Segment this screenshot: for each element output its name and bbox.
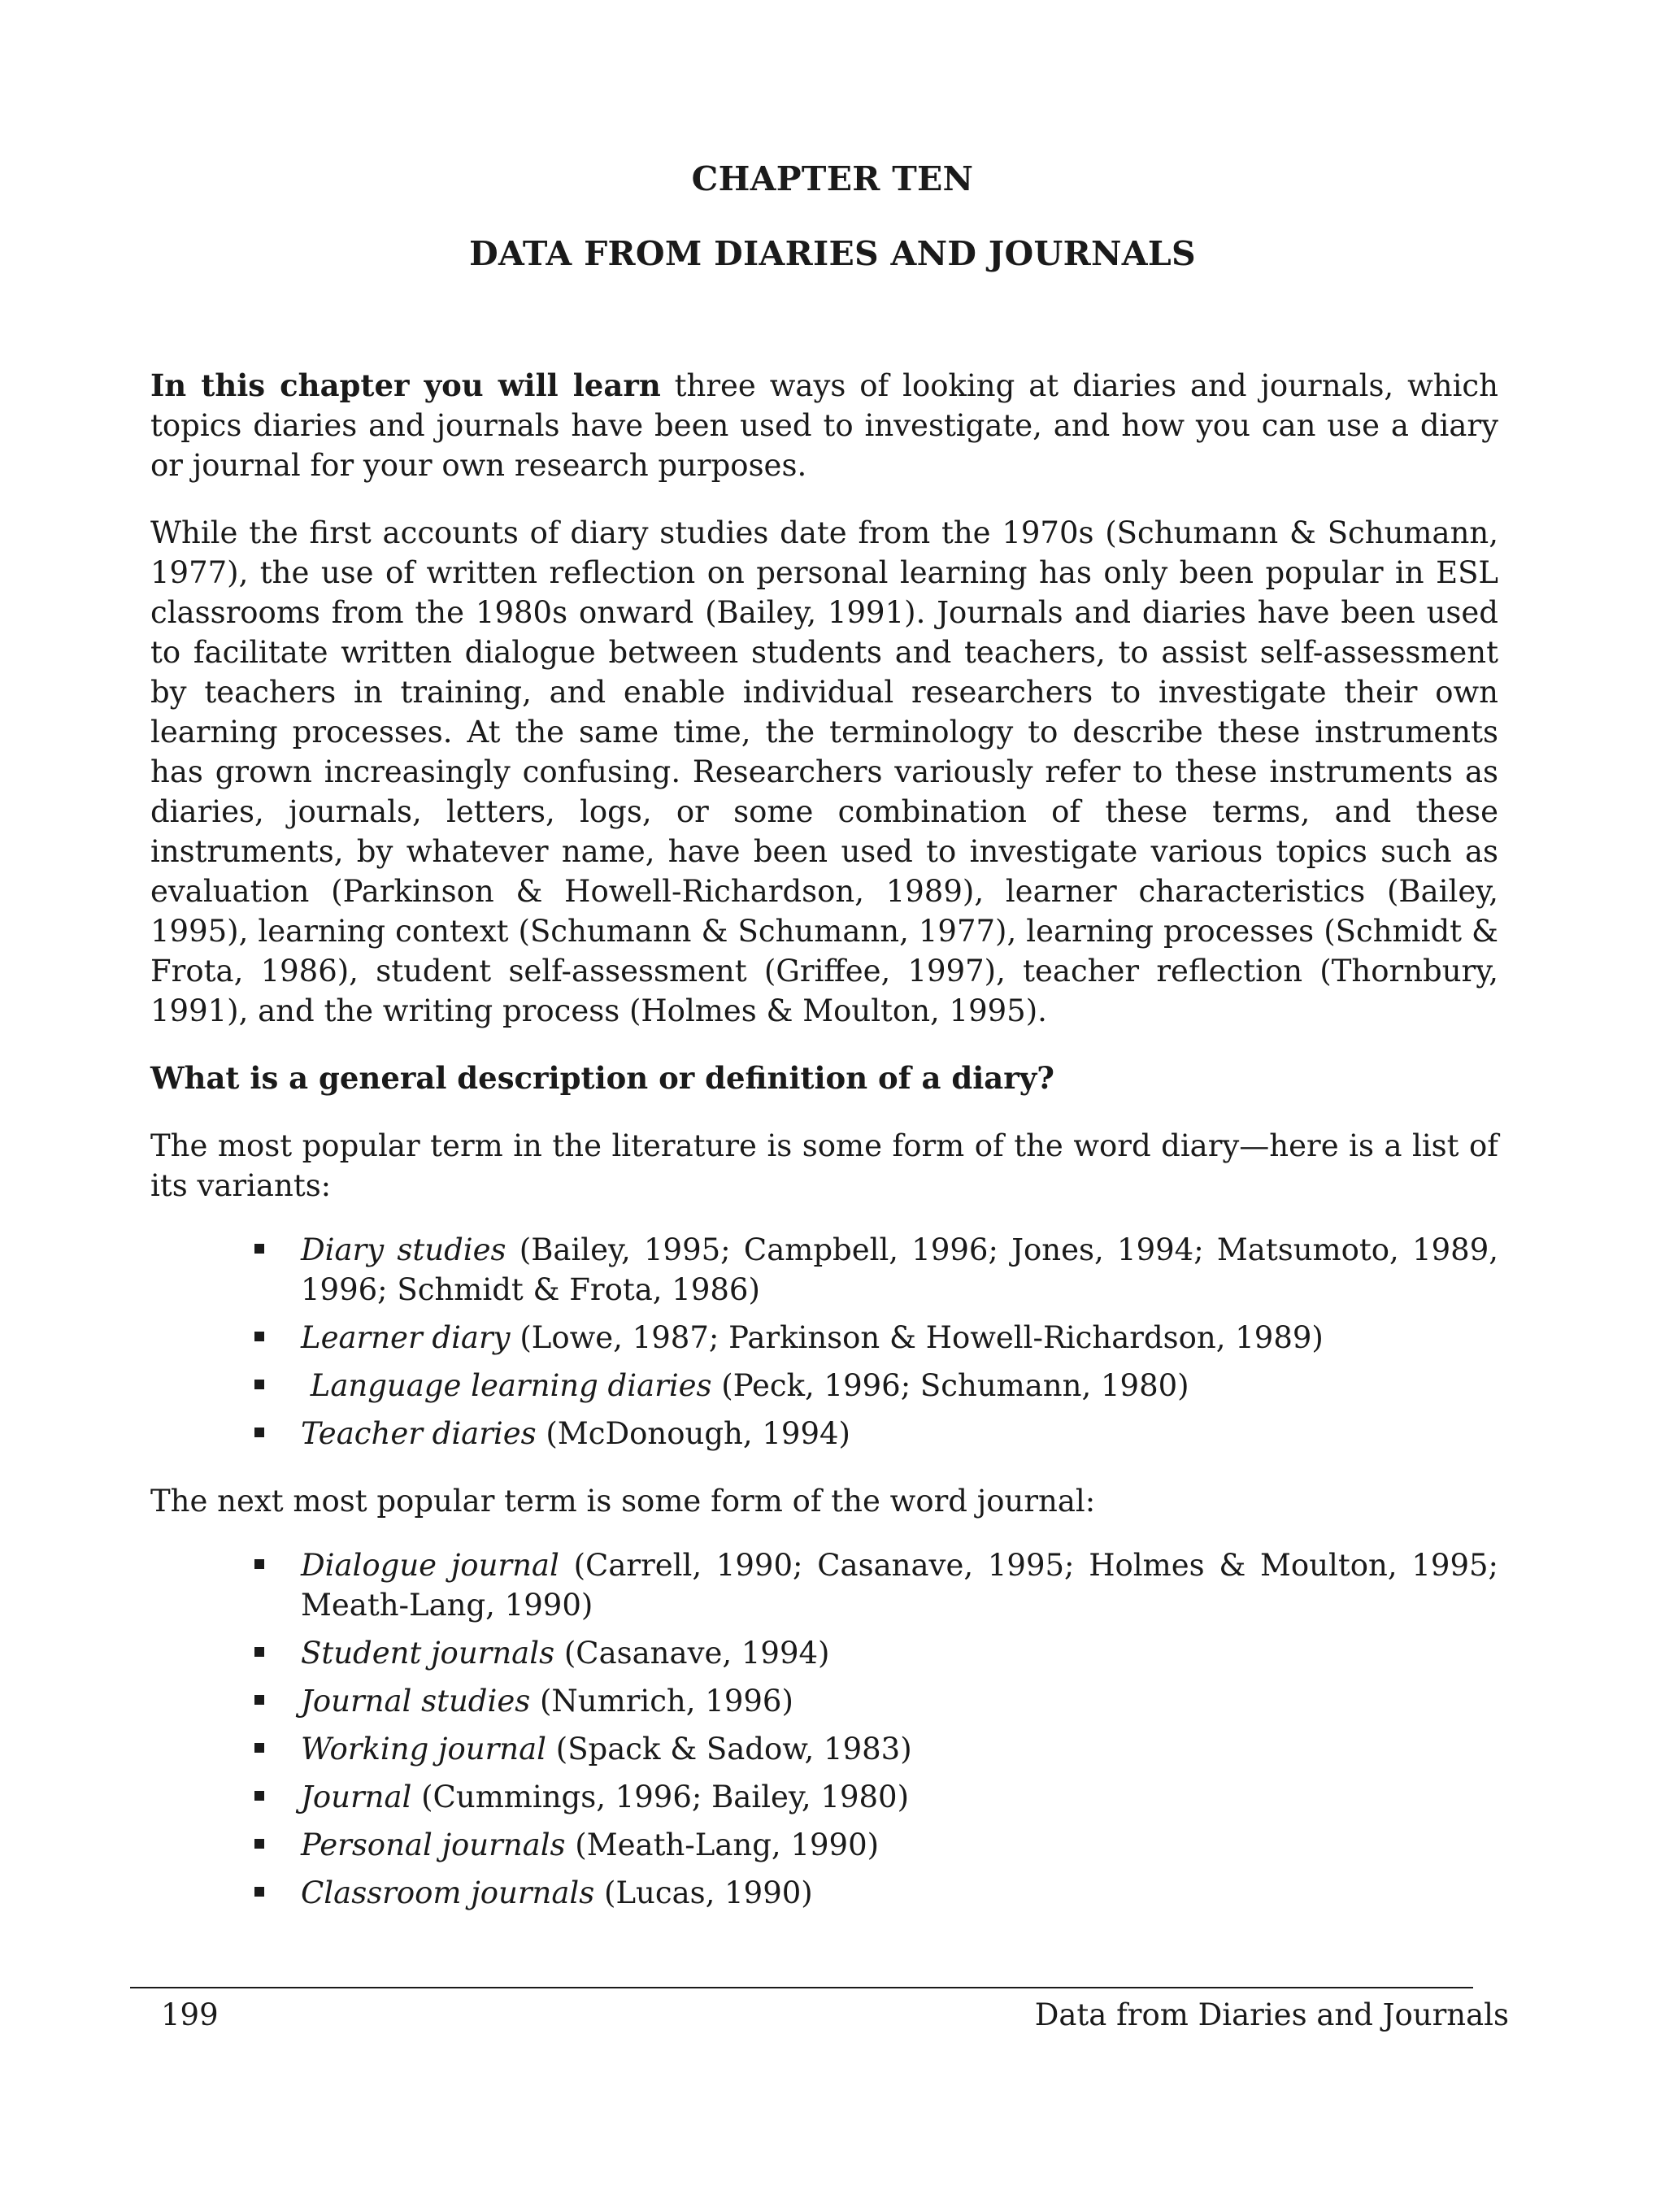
- intro-paragraph: [150, 366, 1498, 485]
- running-footer-title: Data from Diaries and Journals: [1034, 1997, 1509, 2032]
- list-item-term: Teacher diaries: [301, 1416, 537, 1451]
- list-item: [301, 1366, 1498, 1406]
- list-item-term: Learner diary: [301, 1320, 511, 1355]
- list-item-term: Dialogue journal: [301, 1548, 559, 1583]
- body-paragraph: While the first accounts of diary studies date from the 1970s (Schumann & Schumann, 1977), the use of written reflection on personal learning has only been popular in ESL classrooms from the 1980s onward (Bailey, 1991). Journals and diaries have been used to facilitate written dialogue between students and teachers, to assist self-assessment by teachers in training, and enable individual researchers to investigate their own learning processes. At the same time, the terminology to describe these instruments has grown increasingly confusing. Researchers variously refer to these instruments as diaries, journals, letters, logs, or some combination of these terms, and these instruments, by whatever name, have been used to investigate various topics such as evaluation (Parkinson & Howell-Richardson, 1989), learner characteristics (Bailey, 1995), learning context (Schumann & Schumann, 1977), learning processes (Schmidt & Frota, 1986), student self-assessment (Griffee, 1997), teacher reflection (Thornbury, 1991), and the writing process (Holmes & Moulton, 1995).: [150, 515, 1498, 1028]
- list-item-refs: (Spack & Sadow, 1983): [546, 1732, 912, 1767]
- list-item-refs: (Casanave, 1994): [554, 1636, 830, 1671]
- list-item-refs: (Peck, 1996; Schumann, 1980): [711, 1368, 1189, 1403]
- list-item-refs: (Numrich, 1996): [530, 1684, 793, 1719]
- list-item-term: Journal studies: [301, 1684, 531, 1719]
- square-bullet-icon: [254, 1887, 264, 1897]
- list-item-term: Personal journals: [301, 1827, 566, 1862]
- diary-intro-paragraph: The most popular term in the literature is some form of the word diary—here is a list of its variants:: [150, 1128, 1498, 1203]
- list-item: [301, 1230, 1498, 1310]
- square-bullet-icon: [254, 1244, 264, 1254]
- footer-divider: [130, 1987, 1473, 1988]
- page-number: 199: [161, 1997, 219, 2032]
- list-item-term: Classroom journals: [301, 1875, 595, 1910]
- chapter-number: CHAPTER TEN: [691, 159, 974, 198]
- list-item-refs: (McDonough, 1994): [536, 1416, 850, 1451]
- list-item-term: Diary studies: [301, 1232, 506, 1267]
- list-item-term: Student journals: [301, 1636, 555, 1671]
- square-bullet-icon: [254, 1332, 264, 1341]
- square-bullet-icon: [254, 1647, 264, 1657]
- square-bullet-icon: [254, 1380, 264, 1389]
- chapter-title: DATA FROM DIARIES AND JOURNALS: [469, 234, 1196, 273]
- list-item-term: Journal: [301, 1780, 412, 1814]
- square-bullet-icon: [254, 1743, 264, 1753]
- body-text: [150, 366, 1498, 1940]
- intro-lead-rest: three ways of looking at diaries and journals, which topics diaries and journals have been used to investigate, and how you can use a diary or journal for your own research purposes.: [150, 368, 1498, 483]
- square-bullet-icon: [254, 1839, 264, 1849]
- list-item-refs: (Meath-Lang, 1990): [565, 1827, 880, 1862]
- square-bullet-icon: [254, 1559, 264, 1569]
- section-subheading: What is a general description or definition of a diary?: [150, 1060, 1054, 1096]
- list-item-refs: (Lowe, 1987; Parkinson & Howell-Richardson, 1989): [510, 1320, 1324, 1355]
- list-item: [301, 1633, 1498, 1673]
- list-item-refs: (Carrell, 1990; Casanave, 1995; Holmes & Moulton, 1995; Meath-Lang, 1990): [301, 1548, 1498, 1623]
- square-bullet-icon: [254, 1428, 264, 1437]
- intro-lead-bold: In this chapter you will learn: [150, 367, 661, 403]
- list-item-refs: (Lucas, 1990): [594, 1875, 813, 1910]
- list-item-term: Language learning diaries: [301, 1368, 712, 1403]
- list-item: [301, 1545, 1498, 1625]
- list-item: [301, 1777, 1498, 1817]
- list-item: [301, 1681, 1498, 1721]
- list-item: [301, 1318, 1498, 1358]
- journal-intro-paragraph: The next most popular term is some form of the word journal:: [150, 1484, 1096, 1519]
- list-item: [301, 1414, 1498, 1454]
- diary-variants-list: [150, 1230, 1498, 1454]
- square-bullet-icon: [254, 1791, 264, 1801]
- journal-variants-list: [150, 1545, 1498, 1913]
- list-item: [301, 1825, 1498, 1865]
- list-item: [301, 1873, 1498, 1913]
- list-item-refs: (Cummings, 1996; Bailey, 1980): [411, 1780, 910, 1814]
- list-item-refs: (Bailey, 1995; Campbell, 1996; Jones, 1994; Matsumoto, 1989, 1996; Schmidt & Frota, 1986): [301, 1232, 1498, 1307]
- square-bullet-icon: [254, 1695, 264, 1705]
- list-item: [301, 1729, 1498, 1769]
- list-item-term: Working journal: [301, 1732, 546, 1767]
